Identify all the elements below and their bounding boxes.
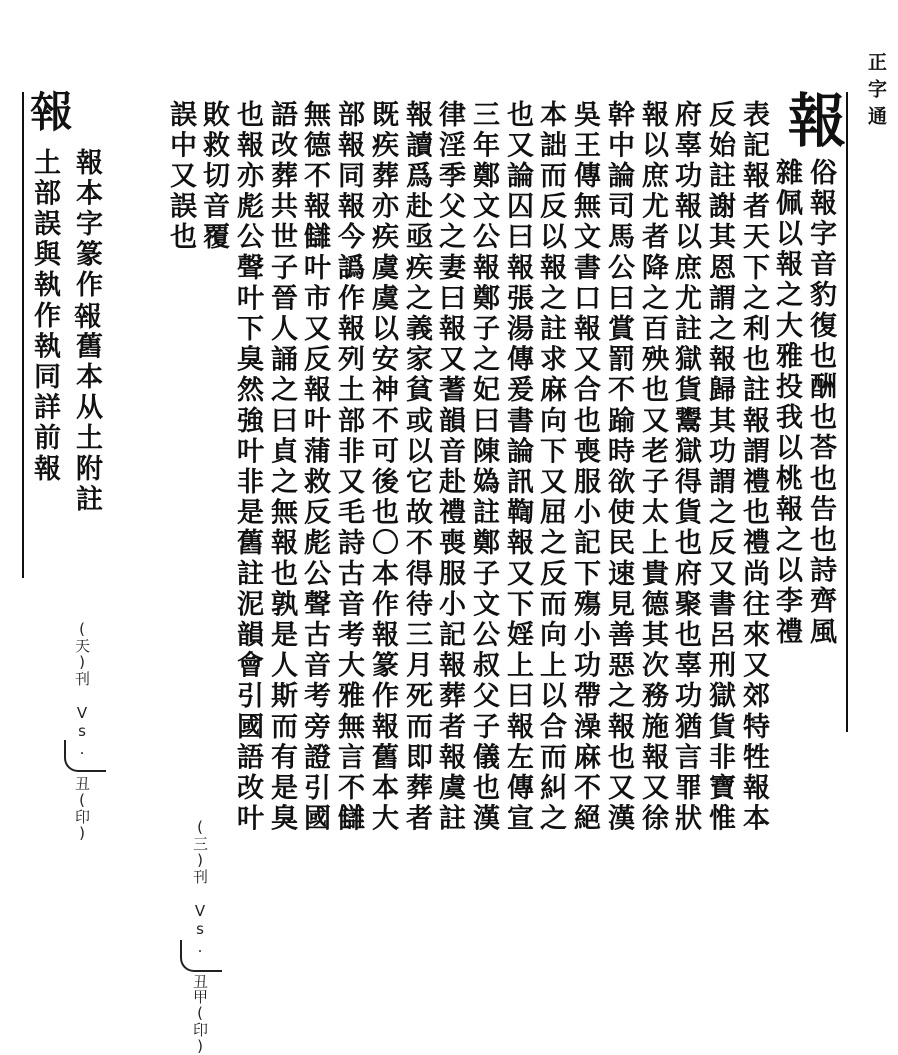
running-head: 正字通	[865, 52, 887, 133]
text-column-10: 也又論囚曰報張湯傳爰書論訊鞫報又下婬上曰報左傳宣	[502, 100, 533, 835]
text-column-16: 無德不報讎叶市又反報叶蒲救反彪公聲古音考旁證引國	[299, 100, 330, 835]
left-column-rule	[22, 92, 24, 578]
text-column-8: 吳王傳無文書口報又合也喪服小記下殤小功帶澡麻不絕	[569, 100, 600, 835]
text-column-4: 反始註謝其恩謂之報歸其功謂之反又書呂刑獄貨非寶惟	[704, 100, 735, 835]
left-head-character: 𡙈	[30, 88, 73, 137]
text-column-18: 也報亦彪公聲叶下臭然強叶非是舊註泥韻會引國語改叶	[232, 100, 263, 835]
text-column-5: 府辜功報以庶尤註獄貨鬻獄得貨也府聚也辜功猶言罪狀	[670, 100, 701, 835]
text-column-3: 表記報者天下之利也註報謂禮也禮尚往來又郊特牲報本	[738, 100, 769, 835]
text-column-14: 既疾葬亦疾虞虞以安神不可後也〇本作報篆作報舊本大	[367, 100, 398, 835]
text-column-20: 誤中又誤也	[165, 100, 196, 253]
text-column-7: 幹中論司馬公曰賞罰不踰時欲使民速見善惡之報也又漢	[603, 100, 634, 835]
text-column-1: 俗報字音豹復也酬也荅也告也詩齊風	[805, 158, 836, 648]
text-column-11: 三年鄭文公報鄭子之妃曰陳媯註鄭子文公叔父子儀也漢	[468, 100, 499, 835]
handwritten-note-middle: (三)刊 Vs. 丑甲(印)	[191, 818, 209, 1055]
handwritten-note-left: (天)刊 Vs. 丑(印)	[73, 620, 91, 842]
right-underline-rule	[846, 92, 848, 732]
text-column-13: 報讀爲赴亟疾之義家貧或以它故不得待三月死而即葬者	[401, 100, 432, 835]
text-column-19: 敗救切音覆	[198, 100, 229, 253]
text-column-9: 本詘而反以報之註求麻向下又屈之反而向上以合而糾之	[535, 100, 566, 835]
entry-head-character: 報	[788, 87, 847, 155]
text-column-2: 雜佩以報之大雅投我以桃報之以李禮	[771, 158, 802, 648]
text-column-6: 報以庶尤者降之百殃也又老子太上貴德其次務施報又徐	[637, 100, 668, 835]
note-bracket-left	[64, 740, 106, 772]
text-column-12: 律淫季父之妻曰報又蓍韻音赴禮喪服小記報葬者報虞註	[434, 100, 465, 835]
left-column-1: 報本字篆作𡙈舊本从土附註	[71, 148, 102, 516]
text-column-15: 部報同報今譌作報列土部非又毛詩古音考大雅無言不讎	[333, 100, 364, 835]
text-column-17: 語改葬共世子晉人誦之曰貞之無報也孰是人斯而有是臭	[266, 100, 297, 835]
left-column-2: 土部誤與執作執同詳前報	[29, 148, 60, 485]
note-bracket-middle	[180, 940, 222, 972]
